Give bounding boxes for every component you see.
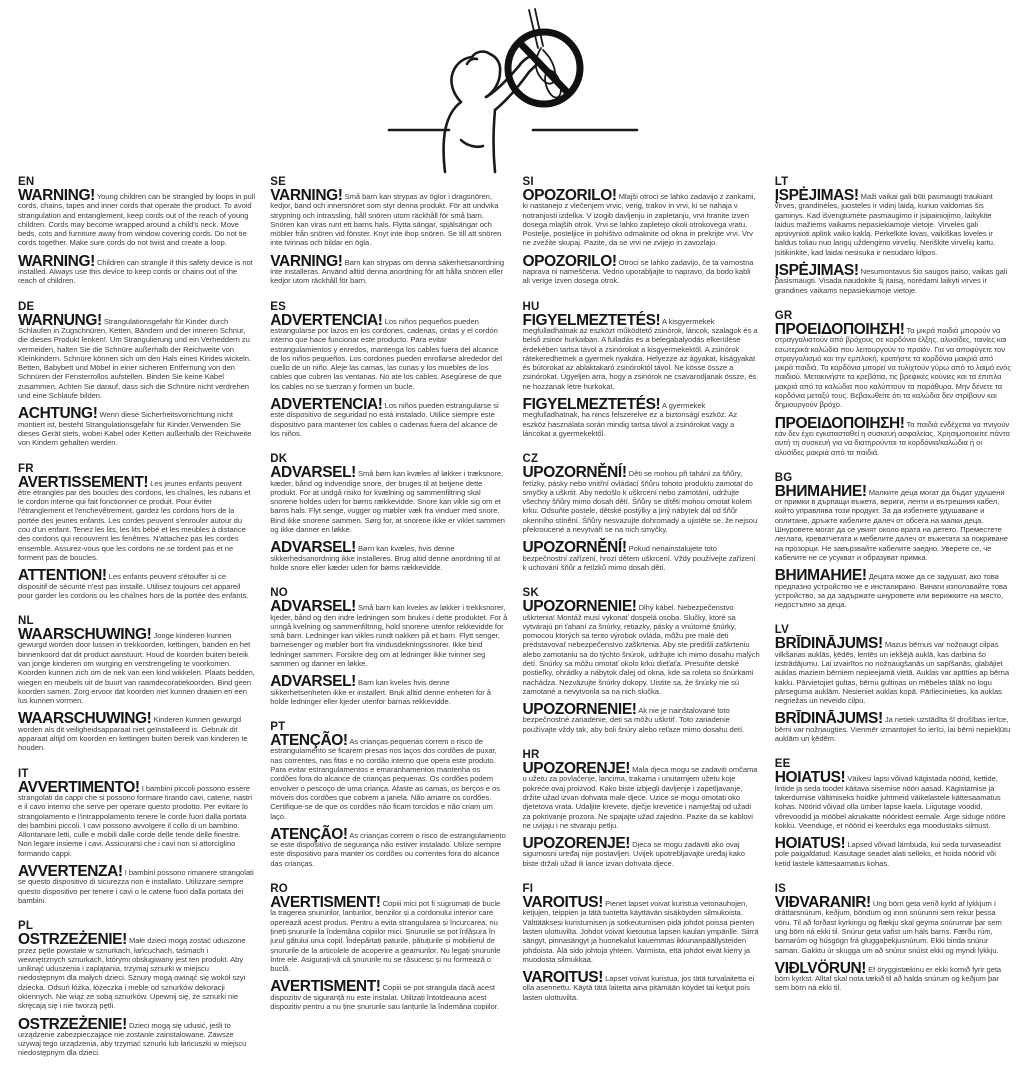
warning-paragraph — [522, 835, 760, 868]
lang-section-no — [270, 587, 507, 706]
warning-paragraph — [270, 978, 507, 1011]
warning-title: HOIATUS! — [774, 769, 846, 787]
warning-body-text: Djeca se mogu zadaviti ako ovaj sigurnosni uređaj nije postavljen. Uvijek upotrebljavajte uređaj kako biste držali užad ili lance izvan dohvata djece. — [522, 840, 745, 868]
warning-title: ВНИМАНИЕ! — [774, 567, 867, 585]
lang-section-si — [523, 176, 760, 286]
warning-body-text: A gyermekek megfulladhatnak, ha nincs felszerelve ez a biztonsági eszköz. Az eszköz használata során mindig tartsa távol a zsinórokat vagy a láncokat a gyermekektől. — [522, 401, 738, 438]
warning-body-text: Young children can be strangled by loops in pull cords, chains, tapes and inner cords that operate the product. To avoid strangulation and entanglement, keep cords out of the reach of young children. Cords may become wrapped around a child's neck. Move beds, cots and furniture away from window covering cords. Do not tie cords together. Make sure cords do not twist and create a loop. — [18, 192, 255, 248]
warning-body-text: Children can strangle if this safety device is not installed. Always use this device to keep cords or chains out of the reach of children. — [18, 257, 253, 286]
warning-paragraph — [774, 320, 1012, 410]
warning-body-text: Децата може да се задушат, ако това предпазно устройство не е инсталирано. Винаги използвайте това устройство, за да задържате шнуровете или верижките на място, недостъпно за деца. — [774, 572, 1008, 610]
warning-paragraph — [18, 931, 255, 1011]
language-code-label: HU — [522, 300, 540, 313]
language-code-label: SI — [522, 176, 534, 188]
warning-title: AVVERTIMENTO! — [18, 778, 140, 796]
lang-section-is — [775, 883, 1012, 993]
warning-body-text: Lapsed võivad lämbuda, kui seda turvaseadist pole paigaldatud. Kasutage seadet alati selleks, et hoida nöörid või ketid lastele kättesaamatus kohas. — [774, 840, 1001, 868]
warning-title: FIGYELMEZTETÉS! — [522, 311, 661, 329]
warning-title: HOIATUS! — [774, 835, 846, 853]
language-code-label: LT — [774, 176, 789, 188]
warning-body-text: Małe dzieci mogą zostać uduszone przez pętle powstałe w sznurkach, łańcuchach, taśmach i wewnętrznych sznurkach, którymi obsługiwany jest ten produkt. Aby uniknąć uduszenia i zaplątania, trzymaj sznurki w miejscu niedostępnym dla małych dzieci. Sznury mogą owinąć się wokół szyi dziecka. Odsuń łóżka, łóżeczka i meble od sznurków dekoracji okiennych. Nie wiąż ze sobą sznurków. Upewnij się, że sznurki nie skręcają się i nie tworzą pętli. — [18, 936, 246, 1011]
language-code-label: EN — [18, 176, 35, 188]
warning-paragraph — [270, 187, 507, 248]
warning-title: ADVARSEL! — [270, 598, 356, 616]
warning-body-text: Mlajši otroci se lahko zadavijo z zankami, ki nastanejo z vlečenjem vrvic, verig, trakov in vrvi, ki se nahaja v notranjosti izdelka. V izogib davljenju in zapletanju, vrvi hranite izven dosega mlajših otrok. Vrvi se lahko zapletejo okoli otrokovega vratu. Postelje, posteljice in pohištvo odmaknite od okna in prekrijte vrvi. Vrv ne zvežite skupaj. Pazite, da se vrvi ne zvijejo in zavozlajo. — [522, 192, 756, 248]
warning-paragraph — [774, 835, 1012, 868]
warning-body-text: Barn kan kveles hvis denne sikkerhetsenheten ikke er installert. Bruk alltid denne enheten for å holde ledninger eller kjeder utenfor barnas rekkevidde. — [270, 678, 491, 706]
warning-paragraph — [522, 894, 760, 964]
lang-section-bg — [775, 472, 1012, 610]
warning-paragraph — [522, 701, 760, 734]
warning-title: OPOZORILO! — [522, 187, 617, 204]
warning-body-text: Mala djeca mogu se zadaviti omčama u užetu za povlačenje, lancima, trakama i unutarnjem užetu koje pokreće ovaj proizvod. Kako biste izbjegli davljenje i zapetljavanje, držite užad izvan dohvata male djece. Uzice se mogu omotati oko djetetova vrata. Udaljite krevete, dječje krevetiće i namještaj od užadi za pokrivanje prozora. Ne spajajte užad zajedno. Pazite da se kablovi ne uvijaju i ne stvaraju petlju. — [522, 765, 758, 830]
warning-title: ATENÇÃO! — [270, 732, 348, 750]
language-code-label: HR — [522, 749, 540, 762]
lang-section-ro — [270, 883, 507, 1011]
language-code-label: NO — [270, 587, 288, 600]
lang-section-cz — [523, 453, 760, 572]
warning-body-text: Copiii mici pot fi sugrumați de bucle la tragerea șnururilor, lanțurilor, benzilor și a cordonului interior care operează acest produs. Pentru a evita strangularea și încurcarea, nu țineți șnururile la îndemâna copiilor mici. Șnururile se pot înfășura în jurul gâtului unui copil. Îndepărtați paturile, pătuțurile și mobilierul de șnururile de la articolele de acoperire a geamurilor. Nu legați șnururile între ele. Asigurați-vă că șnururile nu se răsucesc și nu formează o buclă. — [270, 899, 501, 974]
warning-body-text: Les enfants peuvent s'étouffer si ce dispositif de sécurité n'est pas installé. Utilisez toujours cet appareil pour garder les cordons ou les chaînes hors de la portée des enfants. — [18, 572, 249, 600]
warning-paragraph — [270, 464, 507, 535]
warning-paragraph — [18, 473, 255, 563]
lang-section-sk — [523, 587, 760, 734]
warning-title: UPOZORNĚNÍ! — [522, 464, 627, 482]
warning-body-text: I bambini piccoli possono essere strangolati da cappi che si possono formare tirando cavi, catene, nastri e il cavo interno che serve per operare questo prodotto. Per evitare lo strangolamento e l'intrappolamento tenere le corde fuori dalla portata dei bambini piccoli. I cavi possono avvolgere il collo di un bambino. Allontanare letti, culle e mobili dalle corde delle tende delle finestre. Non legare insieme i cavi. Assicurarsi che i cavi non si attorciglino formando cappi. — [18, 783, 253, 858]
warning-paragraph — [522, 464, 760, 535]
warning-body-text: Wenn diese Sicherheitsvorrichtung nicht montiert ist, besteht Strangulationsgefahr für Kinder.Verwenden Sie dieses Gerät stets, wobei Kabel oder Ketten außerhalb der Reichweite von Kindern gehalten werden. — [18, 410, 252, 448]
warning-paragraph — [774, 894, 1012, 955]
warning-title: ADVERTENCIA! — [270, 311, 383, 329]
warning-paragraph — [774, 482, 1012, 562]
warning-title: UPOZORNENIE! — [522, 598, 637, 616]
warning-title: ВНИМАНИЕ! — [774, 482, 867, 500]
warning-title: ATENÇÃO! — [270, 825, 348, 843]
warning-paragraph — [774, 262, 1012, 295]
cord — [529, 9, 543, 48]
warning-paragraph — [522, 396, 760, 438]
warning-body-text: Lapset voivat kuristua, jos tätä turvalaitetta ei olla asennettu. Käytä tätä laitetta aina pitämään köydet tai ketjut pois lasten ulottuvilta. — [522, 974, 755, 1002]
warning-paragraph — [774, 414, 1012, 457]
warning-paragraph — [270, 894, 507, 974]
column-1 — [18, 176, 255, 1073]
warning-paragraph — [774, 710, 1012, 744]
warning-title: UPOZORENJE! — [522, 835, 631, 853]
column-3 — [523, 176, 760, 1073]
warning-body-text: Los niños pueden estrangularse si este dispositivo de seguridad no está instalado. Utilice siempre este dispositivo para mantener los cables o cadenas fuera del alcance de los niños. — [270, 401, 499, 438]
language-columns — [18, 176, 1012, 1058]
warning-title: VARNING! — [270, 252, 343, 270]
lang-section-fr — [18, 463, 255, 601]
warning-body-text: Ung börn geta verið kyrkt af lykkjum í dráttarsnúrum, keðjum, böndum og innri snúrunni sem rekur þessa vöru. Til að forðast kyrkingu og flækju skal geyma snúrurnar þar sem ung börn ná ekki til. Snúrur geta vafist um háls barns. Færðu rúm, barnarúm og húsgögn frá gluggaþekjusnúrum. Ekki binda snúrur saman. Gakktu úr skugga um að snúrur snúist ekki og myndi lykkju. — [774, 899, 1002, 955]
lang-section-lv — [775, 624, 1012, 743]
language-code-label: CZ — [522, 453, 539, 466]
warning-body-text: Pokud nenainstalujete toto bezpečnostní zařízení, hrozí dětem uškrcení. Vždy používejte zařízení k uchování šňůr a řetízků mimo dosah dětí. — [522, 544, 756, 572]
warning-paragraph — [18, 626, 255, 706]
warning-paragraph — [18, 405, 255, 448]
language-code-label: SE — [270, 176, 286, 188]
warning-body-text: Děti se mohou při tahání za šňůry, řetízky, pásky nebo vnitřní ovládací šňůru tohoto produktu zamotat do smyčky a uškrtit. Aby nedošlo k uškrcení nebo zamotání, udržujte všechny šňůry mimo dosah dětí. Šňůry se dítěti mohou omotat kolem krku. Odsuňte postele, dětské postýlky a jiný nábytek dál od šňůr okenního stínění. Šňůry nesvazujte dohromady a ujistěte se, že nejsou překroucené a nevytváří se na nich smyčky. — [522, 469, 758, 535]
warning-body-text: Copiii se pot strangula dacă acest dispozitiv de siguranță nu este instalat. Utilizați întotdeauna acest dispozitiv pentru a nu ține șnururile sau lanțurile la îndemâna copiilor. — [270, 983, 499, 1011]
language-code-label: SK — [522, 587, 539, 600]
language-code-label: EE — [774, 758, 791, 771]
lang-section-ee — [775, 758, 1012, 868]
warning-paragraph — [774, 187, 1012, 257]
lang-section-nl — [18, 615, 255, 753]
lang-section-lt — [775, 176, 1012, 295]
warning-paragraph — [522, 539, 760, 572]
warning-body-text: Mazus bērnus var nožņaugt cilpas vilkšanas auklās, ķēdēs, lentēs un iekšējā auklā, kas darbina šo izstrādājumu. Lai izvairītos no nožņaugšanās un sapīšanās, glabājiet auklas maziem bērniem nepieejamā vietā. Auklas var aptīties ap bērna kaklu. Pārvietojiet gultas, bērnu gultiņas un mēbeles tālāk no logu pārseguma auklām. Nesieniet auklas kopā. Pārliecinieties, ka auklas negriežas un neveido cilpu. — [774, 640, 1009, 706]
warning-body-text: As crianças pequenas correm o risco de estrangulamento se ficarem presas nos laços dos cordões de puxar, nas correntes, nas fitas e no cordão interno que opera este produto. Para evitar estrangulamentos e emaranhamentos mantenha os cordões fora do alcance de crianças pequenas. Os cordões podem envolver o pescoço de uma criança. Afaste as camas, os berços e os móveis dos cordões que cobrem a janela. Não amarre os cordões. Certifique-se de que os cordões não ficam torcidos e não criam um laço. — [270, 737, 500, 821]
language-code-label: ES — [270, 300, 286, 313]
language-code-label: BG — [774, 471, 793, 484]
warning-title: ADVARSEL! — [270, 673, 356, 691]
warning-paragraph — [774, 769, 1012, 830]
warning-title: VAROITUS! — [522, 894, 603, 912]
lang-section-it — [18, 768, 255, 906]
warning-paragraph — [270, 825, 507, 868]
warning-title: ADVERTENCIA! — [270, 396, 383, 414]
column-2 — [270, 176, 507, 1073]
warning-body-text: Kinderen kunnen gewurgd worden als dit veiligheidsapparaat niet geïnstalleerd is. Gebruik dit apparaat altijd om koorden en kettingen buiten bereik van kinderen te houden. — [18, 715, 248, 753]
warning-body-text: Strangulationsgefahr für Kinder durch Schlaufen in Zugschnüren, Ketten, Bändern und der inneren Schnur, die dieses Produkt lenken!. Um Strangulierung und ein Verheddern zu vermeiden, halten Sie die Schnüre außerhalb der Reichweite von Kleinkindern. Schnüre können sich um den Hals eines Kindes wickeln. Betten, Babybett und Möbel in einer sicheren Entfernung von den Schnüren der Fensterrollos aufstellen. Binden Sie keine Kabel zusammen. Achten Sie darauf, dass sich die Schnüre nicht verdrehen und eine Schlaufe bilden. — [18, 316, 252, 401]
warning-paragraph — [522, 187, 760, 248]
lang-section-hu — [523, 301, 760, 439]
warning-title: WARNING! — [18, 252, 95, 270]
language-code-label: NL — [18, 615, 34, 628]
warning-paragraph — [270, 673, 507, 706]
warning-paragraph — [18, 187, 255, 248]
language-code-label: FI — [522, 883, 534, 896]
warning-body-text: Jonge kinderen kunnen gewurgd worden door lussen in trekkoorden, kettingen, banden en het binnenkoord dat dit product aanstuurt. Houd de koorden buiten bereik van jonge kinderen om wurging en verstrengeling te voorkomen. Koorden kunnen zich om de nek van een kind wikkelen. Plaats bedden, wiegen en meubels uit de buurt van raamdecoratiekoorden. Bind geen koorden samen. Zorg ervoor dat koorden niet kunnen draaien en een lus kunnen vormen. — [18, 631, 255, 706]
warning-title: UPOZORNĚNÍ! — [522, 539, 627, 557]
warning-paragraph — [774, 635, 1012, 706]
warning-title: WAARSCHUWING! — [18, 626, 152, 644]
warning-paragraph — [522, 760, 760, 830]
warning-body-text: Dzieci mogą się udusić, jeśli to urządzenie zabezpieczające nie zostanie zainstalowane. Zawsze używaj tego urządzenia, aby trzymać sznurki lub łańcuszki w miejscu niedostępnym dla dzieci. — [18, 1020, 247, 1058]
warning-body-text: I bambini possono rimanere strangolati se questo dispositivo di sicurezza non è installato. Utilizzare sempre questo dispositivo per tenere i cavi o le catene fuori dalla portata dei bambini. — [18, 868, 254, 905]
warning-body-text: Ak nie je nainštalované toto bezpečnostné zariadenie, deti sa môžu uškrtiť. Toto zariadenie používajte vždy tak, aby boli šnúry alebo reťaze mimo dosahu detí. — [522, 706, 745, 734]
warning-paragraph — [18, 1015, 255, 1058]
warning-body-text: Små barn kan strypas av öglor i dragsnören, kedjor, band och innersnöret som styr denna produkt. För att undvika strypning och intrassling, håll snören utom räckhåll för små barn. Snören kan viras runt ett barns hals. Flytta sängar, spjälsängar och möbler från snören vid fönster. Knyt inte ihop snören. Se till att snören inte tvinnas och bildar en ögla. — [270, 192, 502, 248]
lang-section-se — [270, 176, 507, 286]
warning-paragraph — [18, 710, 255, 753]
language-code-label: DE — [18, 300, 35, 313]
lang-section-pl — [18, 920, 255, 1058]
warning-paragraph — [18, 863, 255, 905]
language-code-label: GR — [774, 309, 793, 322]
warning-body-text: As crianças correm o risco de estrangulamento se este dispositivo de segurança não estiver instalado. Utilize sempre este dispositivo para manter os cordões ou correntes fora do alcance das crianças. — [270, 830, 506, 868]
warning-title: ΠΡΟΕΙΔΟΠΟΙΗΣΗ! — [774, 414, 905, 432]
warning-title: WARNUNG! — [18, 311, 102, 329]
warning-title: WARNING! — [18, 187, 95, 204]
warning-paragraph — [522, 969, 760, 1002]
warning-title: ATTENTION! — [18, 567, 107, 585]
child-figure — [444, 52, 540, 172]
language-code-label: IS — [774, 883, 787, 896]
warning-title: BRĪDINĀJUMS! — [774, 710, 883, 728]
lang-section-de — [18, 301, 255, 448]
warning-title: VIÐVARANIR! — [774, 894, 871, 912]
warning-title: ACHTUNG! — [18, 405, 98, 423]
warning-paragraph — [18, 778, 255, 858]
warning-body-text: Малките деца могат да бъдат удушени от примки в дърпащи въжета, вериги, ленти и вътрешния кабел, който управлява този продукт. За да избегнете удушаване и оплитане, дръжте кабелите далеч от обсега на малки деца. Шнуровете могат да се увият около врата на детето. Преместете леглата, креватчетата и мебелите далеч от въжетата за покриване на прозорци. Не завързвайте кабелите заедно. Уверете се, че кабелите не се усукват и образуват примка. — [774, 487, 1008, 562]
language-code-label: PL — [18, 920, 34, 933]
warning-body-text: Barn kan strypas om denna säkerhetsanordning inte installeras. Använd alltid denna anordning för att hålla snören eller kedjor utom räckhåll för barn. — [270, 257, 505, 286]
language-code-label: RO — [270, 883, 288, 896]
warning-title: VIÐLVÖRUN! — [774, 959, 867, 977]
warning-body-text: Børn kan kvæles, hvis denne sikkerhedsanordning ikke installeres. Brug altid denne anordning til at holde snore eller kæder uden for børns rækkevidde. — [270, 544, 501, 572]
warning-title: AVERTISSEMENT! — [18, 473, 149, 491]
lang-section-gr — [775, 310, 1012, 457]
warning-body-text: Maži vaikai gali būti pasmaugti traukiant virves, grandinėles, juosteles ir vidinį laidą, kuriuo valdomas šis gaminys. Kad išvengtumėte pasmaugimo ir įsipainiojimo, laikykite laidus mažiems vaikams nepasiekiamoje vietoje. Virvelės gali apsivynioti aplink vaiko kaklą. Perkelkite lovas, vaikiškas loveles ir baldus toliau nuo langų uždengimo virvelių. Neriškite virvelių kartu. Įsitikinkite, kad laidai nesisuka ir nesudaro kilpos. — [774, 192, 996, 257]
warning-title: VAROITUS! — [522, 969, 603, 987]
warning-title: WAARSCHUWING! — [18, 710, 152, 728]
language-code-label: LV — [774, 624, 789, 637]
warning-title: OPOZORILO! — [522, 252, 617, 270]
warning-title: VARNING! — [270, 187, 343, 204]
warning-paragraph — [774, 567, 1012, 610]
warning-paragraph — [522, 598, 760, 696]
warning-paragraph — [270, 252, 507, 286]
warning-title: AVERTISMENT! — [270, 894, 381, 912]
warning-title: UPOZORNENIE! — [522, 701, 637, 719]
warning-body-text: Ja netiek uzstādīta šī drošības ierīce, bērni var nožņaugties. Vienmēr izmantojiet šo ierīci, lai bērni nepiekļūtu auklām un ķēdēm. — [774, 715, 1011, 744]
warning-title: OSTRZEŻENIE! — [18, 1015, 127, 1033]
warning-paragraph — [270, 311, 507, 391]
warning-title: ADVARSEL! — [270, 464, 356, 482]
warning-illustration-svg — [383, 6, 645, 174]
warning-body-text: Nesumontavus šio saugos įtaiso, vaikas gali pasismaugti. Visada naudokite šį įtaisą, norėdami laikyti virves ir grandines vaikams nepasiekiamoje vietoje. — [774, 267, 1008, 295]
warning-title: FIGYELMEZTETÉS! — [522, 396, 661, 414]
warning-body-text: Ef öryggistækinu er ekki komið fyrir geta börn kyrkst. Alltaf skal nota tækið til að halda snúrum og keðjum þar sem börn ná ekki til. — [774, 964, 1002, 993]
warning-body-text: Små barn kan kveles av løkker i trekksnorer, kjeder, bånd og den indre ledningen som brukes i dette produktet. For å unngå kvelning og sammenfiltring, hold snorene utenfor rekkevidde for små barn. Ledninger kan vikles rundt nakken på et barn. Flytt senger, barnesenger og møbler bort fra vindusdekningssnorer. Ikke bind ledninger sammen. Forsikre deg om at ledninger ikke tvinner seg sammen og danner en løkke. — [270, 603, 508, 668]
warning-paragraph — [270, 598, 508, 668]
warning-body-text: Les jeunes enfants peuvent être étranglés par des boucles des cordons, les chaînes, les rubans et le cordon interne qui fait fonctionner ce produit. Pour éviter l'étranglement et l'enchevêtrement, gardez les cordons hors de la portée des jeunes enfants. Les cordes peuvent s'enrouler autour du cou d'un enfant. Tenez les lits, les lits bébé et les meubles à distance des cordons qui recouvrent les fenêtres. N'attachez pas les cordes ensemble. Assurez-vous que les cordons ne se tordent pas et ne forment pas de boucles. — [18, 478, 251, 562]
lang-section-es — [270, 301, 507, 439]
lang-section-en — [18, 176, 255, 286]
warning-paragraph — [18, 252, 255, 286]
language-code-label: DK — [270, 453, 288, 466]
warning-title: ĮSPĖJIMAS! — [774, 262, 859, 280]
warning-title: BRĪDINĀJUMS! — [774, 635, 883, 653]
warning-body-text: Los niños pequeños pueden estrangularse por lazos en los cordones, cadenas, cintas y el cordón interno que hace funcionar este producto. Para evitar estrangulamientos y enredos, mantenga los cables fuera del alcance de los niños pequeños. Los cordones pueden enrollarse alrededor del cuello de un niño. Aleje las camas, las cunas y los muebles de los cables que cubren las ventanas. No ate los cables. Asegúrese de que los cables no se tuerzan y formen un bucle. — [270, 316, 503, 391]
warning-paragraph — [18, 567, 255, 600]
warning-title: ĮSPĖJIMAS! — [774, 187, 859, 204]
warning-body-text: Små børn kan kvæles af løkker i træksnore, kæder, bånd og indvendige snore, der bruges til at betjene dette produkt. For at undgå risiko for kvælning og sammenfiltring skal snorene holdes uden for børns rækkevidde. Snore kan vikle sig om et barns hals. Flyt senge, vugger og møbler væk fra vinduer med snore. Bind ikke snorene sammen. Sørg for, at snorene ikke er viklet sammen og ikke danner en løkke. — [270, 469, 505, 535]
lang-section-pt — [270, 721, 507, 868]
warning-title: AVERTISMENT! — [270, 978, 381, 996]
warning-body-text: Dlhý kábel. Nebezpečenstvo uškrtenia! Montáž musí vykonať dospelá osoba. Slučky, ktoré sa vytvárajú pri ťahaní za šnúrky, retiazky, pásky a vnútorné šnúrky, pomocou ktorých sa tento výrobok ovláda, môžu pre malé deti predstavovať nebezpečenstvo zaškrtenia. Aby ste predišli zaškrteniu alebo zamotaniu sa do týchto šnúrok, udržujte ich mimo dosahu malých detí. Šnúrky sa môžu omotať okolo krku dieťaťa. Presuňte detské postieľky, ohrádky a nábytok ďalej od okna, kde sa roleta so šnúrkami nachádza. Nezväzujte šnúrky dokopy. Uistite sa, že šnúrky nie sú zamotané a nevytvorila sa na nich slučka. — [522, 603, 760, 696]
warning-paragraph — [522, 252, 760, 286]
warning-title: ADVARSEL! — [270, 539, 356, 557]
warning-paragraph — [522, 311, 760, 391]
language-code-label: IT — [18, 767, 29, 780]
warning-paragraph — [774, 959, 1012, 993]
warning-title: OSTRZEŻENIE! — [18, 931, 127, 949]
warning-paragraph — [18, 311, 255, 401]
lang-section-hr — [523, 749, 760, 868]
warning-body-text: Väikesi lapsi võivad kägistada nöörid, kettide, lintide ja seda toodet käitava sisemise nööri aasad. Kägistamise ja takerdumise vältimiseks hoidke juhtmeid väikelastele kättesaamatus kohas. Nöörid võivad olla ümber lapse kaela. Liigutage voodid, võrevoodid ja mööbel aknakatte nööridest eemale. Ärge siduge nööre kokku. Veenduge, et nöörid ei keerduks ega moodustaks silmust. — [774, 774, 1006, 830]
warning-body-text: Τα μικρά παιδιά μπορούν να στραγγαλιστούν από βρόχους σε κορδόνια έλξης, αλυσίδες, ταινίες και εσωτερικά καλώδια που λειτουργούν το προϊόν. Για να αποφύγετε τον στραγγαλισμό και την εμπλοκή, κρατήστε τα κορδόνια μακριά από μικρά παιδιά. Τα κορδόνια μπορεί να τυλιχτούν γύρω από το λαιμό ενός παιδιού. Μετακινήστε τα κρεβάτια, τις βρεφικές κούνιες και τα έπιπλα μακριά από τα καλώδια που καλύπτουν τα παράθυρα. Μην δένετε τα κορδόνια μεταξύ τους. Βεβαιωθείτε ότι τα καλώδια δεν στρίβουν και δημιουργούν βρόχο. — [774, 325, 1011, 410]
language-code-label: FR — [18, 462, 34, 475]
warning-body-text: A kisgyermekek megfulladhatnak az eszközt működtető zsinórok, láncok, szalagok és a belső zsinór hurkaiban. A fulladás és a belegabalyodás elkerülése érdekében tartsa távol a zsinórokat a kisgyermekektől. A zsinórok rátekeredhetnek a gyermek nyakára. Helyezze az ágyakat, kiságyakat és bútorokat az ablaktakaró zsinóroktól távol. Ne kösse össze a zsinórokat. Ügyeljen arra, hogy a zsinórok ne csavarodjanak össze, és ne hozzanak létre hurkokat. — [522, 316, 758, 391]
language-code-label: PT — [270, 721, 286, 734]
warning-title: UPOZORENJE! — [522, 760, 631, 778]
lang-section-fi — [523, 883, 760, 1002]
warning-body-text: Τα παιδιά ενδέχεται να πνιγούν εάν δεν έχει εγκατασταθεί η συσκευή ασφαλείας. Χρησιμοποιείτε πάντα αυτή τη συσκευή για να διατηρούνται τα κορδόνια/καλώδια ή οι αλυσίδες μακριά από τα παιδιά. — [774, 419, 1010, 457]
lang-section-dk — [270, 453, 507, 572]
warning-paragraph — [270, 732, 507, 821]
warning-paragraph — [270, 539, 507, 572]
warning-title: AVVERTENZA! — [18, 863, 123, 881]
child-reaching-illustration — [383, 6, 645, 174]
warning-title: ΠΡΟΕΙΔΟΠΟΙΗΣΗ! — [774, 320, 905, 338]
warning-body-text: Pienet lapset voivat kuristua vetonauhojen, ketjujen, teippien ja tätä tuotetta käyttävän sisäköyden silmukoista. Välttääksesi kuristumisen ja sotkeutumisen pidä johdot poissa pienten lasten ulottuvilta. Johdot voivat kietoutua lapsen kaulan ympärille. Siirrä sängyt, pinnasängyt ja huonekalut kauemmas ikkunanpäällysteiden johdoista. Älä sido johtoja yhteen. Varmista, että johdot eivät kierry ja muodosta silmukkaa. — [522, 899, 759, 964]
warning-paragraph — [270, 396, 507, 438]
warning-body-text: Otroci se lahko zadavijo, če ta varnostna naprava ni nameščena. Vedno uporabljajte to napravo, da bodo kabli ali verige izven dosega otrok. — [522, 257, 754, 286]
column-4 — [775, 176, 1012, 1073]
